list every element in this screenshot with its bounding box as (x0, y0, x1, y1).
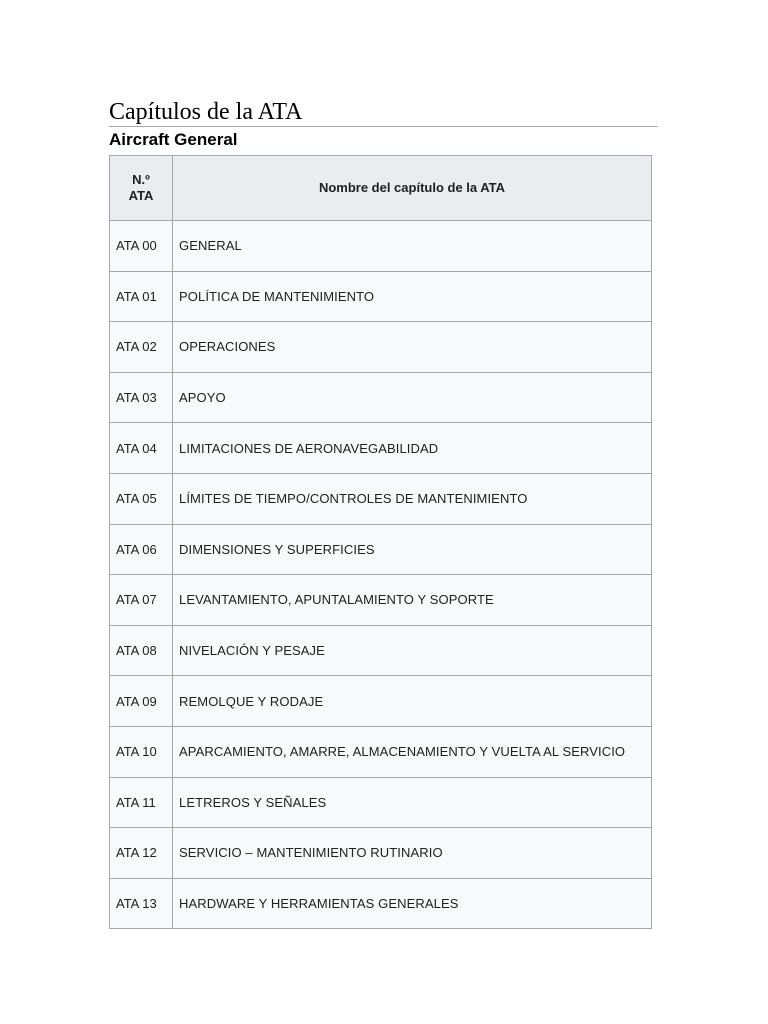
column-header-number-line1: N.º (132, 172, 150, 187)
chapter-name-cell: APOYO (173, 372, 652, 423)
ata-number-cell: ATA 02 (110, 322, 173, 373)
chapter-name-cell: HARDWARE Y HERRAMIENTAS GENERALES (173, 878, 652, 929)
table-header-row (110, 156, 652, 221)
chapter-name-cell: LEVANTAMIENTO, APUNTALAMIENTO Y SOPORTE (173, 575, 652, 626)
section-title: Aircraft General (109, 130, 238, 149)
chapter-name-cell: REMOLQUE Y RODAJE (173, 676, 652, 727)
table-row (110, 676, 652, 727)
ata-number-cell: ATA 05 (110, 473, 173, 524)
chapter-name-cell: DIMENSIONES Y SUPERFICIES (173, 524, 652, 575)
table-row (110, 878, 652, 929)
chapter-name-cell: APARCAMIENTO, AMARRE, ALMACENAMIENTO Y VUELTA AL SERVICIO (173, 726, 652, 777)
ata-number-cell: ATA 08 (110, 625, 173, 676)
table-row (110, 372, 652, 423)
table-row (110, 473, 652, 524)
chapter-name-cell: LETREROS Y SEÑALES (173, 777, 652, 828)
chapter-name-cell: SERVICIO – MANTENIMIENTO RUTINARIO (173, 828, 652, 879)
ata-number-cell: ATA 12 (110, 828, 173, 879)
page-title: Capítulos de la ATA (109, 98, 658, 127)
ata-number-cell: ATA 10 (110, 726, 173, 777)
chapter-name-cell: LÍMITES DE TIEMPO/CONTROLES DE MANTENIMIENTO (173, 473, 652, 524)
table-row (110, 625, 652, 676)
table-header (110, 156, 652, 221)
table-row (110, 271, 652, 322)
table-row (110, 575, 652, 626)
ata-number-cell: ATA 11 (110, 777, 173, 828)
ata-number-cell: ATA 03 (110, 372, 173, 423)
table-row (110, 777, 652, 828)
column-header-number (110, 156, 173, 221)
table-row (110, 726, 652, 777)
chapter-name-cell: GENERAL (173, 221, 652, 272)
ata-number-cell: ATA 01 (110, 271, 173, 322)
table-row (110, 828, 652, 879)
ata-number-cell: ATA 07 (110, 575, 173, 626)
table-row (110, 322, 652, 373)
ata-chapters-table (109, 155, 652, 929)
table-row (110, 524, 652, 575)
chapter-name-cell: OPERACIONES (173, 322, 652, 373)
chapter-name-cell: LIMITACIONES DE AERONAVEGABILIDAD (173, 423, 652, 474)
chapter-name-cell: NIVELACIÓN Y PESAJE (173, 625, 652, 676)
ata-number-cell: ATA 13 (110, 878, 173, 929)
table-body (110, 221, 652, 929)
ata-number-cell: ATA 06 (110, 524, 173, 575)
ata-number-cell: ATA 04 (110, 423, 173, 474)
ata-number-cell: ATA 00 (110, 221, 173, 272)
column-header-number-line2: ATA (128, 188, 154, 203)
table-row (110, 423, 652, 474)
ata-number-cell: ATA 09 (110, 676, 173, 727)
column-header-name: Nombre del capítulo de la ATA (173, 156, 652, 221)
table-row (110, 221, 652, 272)
chapter-name-cell: POLÍTICA DE MANTENIMIENTO (173, 271, 652, 322)
